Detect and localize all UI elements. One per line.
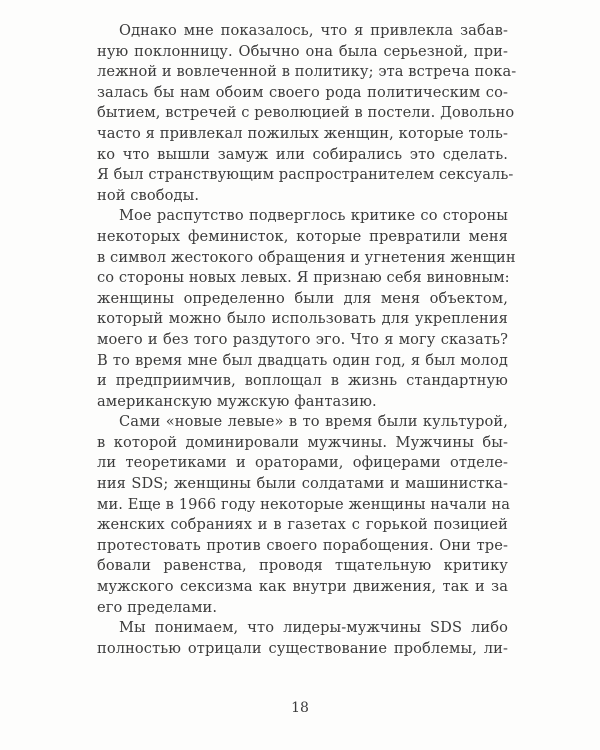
text-line: и предприимчив, воплощал в жизнь стандартную [97, 372, 508, 390]
text-line: некоторых феминисток, которые превратили меня [97, 227, 508, 245]
text-line: Однако мне показалось, что я привлекла забав- [119, 22, 508, 39]
text-line: залась бы нам обоим своего рода политическим со- [97, 83, 508, 101]
paragraph [97, 206, 516, 412]
text-line: ную поклонницу. Обычно она была серьезной, при- [97, 42, 508, 60]
text-line: женских собраниях и в газетах с горькой позицией [97, 516, 508, 534]
text-line: Мы понимаем, что лидеры-мужчины SDS либо [119, 619, 508, 637]
text-line: часто я привлекал пожилых женщин, которые толь- [97, 124, 508, 142]
text-line: протестовать против своего порабощения. Они тре- [97, 536, 508, 554]
text-line: ми. Еще в 1966 году некоторые женщины начали на [97, 495, 511, 513]
text-line: полностью отрицали существование проблемы, ли- [97, 639, 508, 657]
body-text [97, 21, 517, 659]
text-line: ной свободы. [97, 186, 200, 204]
text-line: Сами «новые левые» в то время были культурой, [119, 413, 508, 431]
paragraph [97, 618, 508, 659]
text-line: который можно было использовать для укрепления [97, 310, 508, 328]
text-line: моего и без того раздутого эго. Что я могу сказать? [97, 330, 508, 348]
text-line: ния SDS; женщины были солдатами и машинистка- [97, 475, 508, 493]
text-line: в которой доминировали мужчины. Мужчины бы- [97, 433, 508, 451]
text-line: ли теоретиками и ораторами, офицерами отделе- [97, 454, 508, 472]
text-line: ко что вышли замуж или собирались это сделать. [97, 145, 508, 163]
text-line: мужского сексизма как внутри движения, так и за [97, 578, 508, 596]
paragraph [97, 21, 517, 206]
text-line: Мое распутство подверглось критике со стороны [119, 207, 508, 225]
text-line: со стороны новых левых. Я признаю себя виновным: [97, 269, 510, 287]
page-number: 18 [291, 700, 309, 716]
text-line: Я был странствующим распространителем сексуаль- [97, 166, 514, 184]
text-line: бытием, встречей с революцией в постели. Довольно [97, 104, 515, 122]
text-line: американскую мужскую фантазию. [97, 392, 377, 410]
text-line: его пределами. [97, 598, 218, 616]
paragraph [97, 412, 511, 618]
text-line: женщины определенно были для меня объектом, [97, 289, 508, 307]
text-line: лежной и вовлеченной в политику; эта встреча пока- [97, 63, 517, 81]
text-line: В то время мне был двадцать один год, я был молод [97, 351, 508, 369]
text-line: в символ жестокого обращения и угнетения женщин [97, 248, 516, 266]
text-line: бовали равенства, проводя тщательную критику [97, 557, 508, 575]
